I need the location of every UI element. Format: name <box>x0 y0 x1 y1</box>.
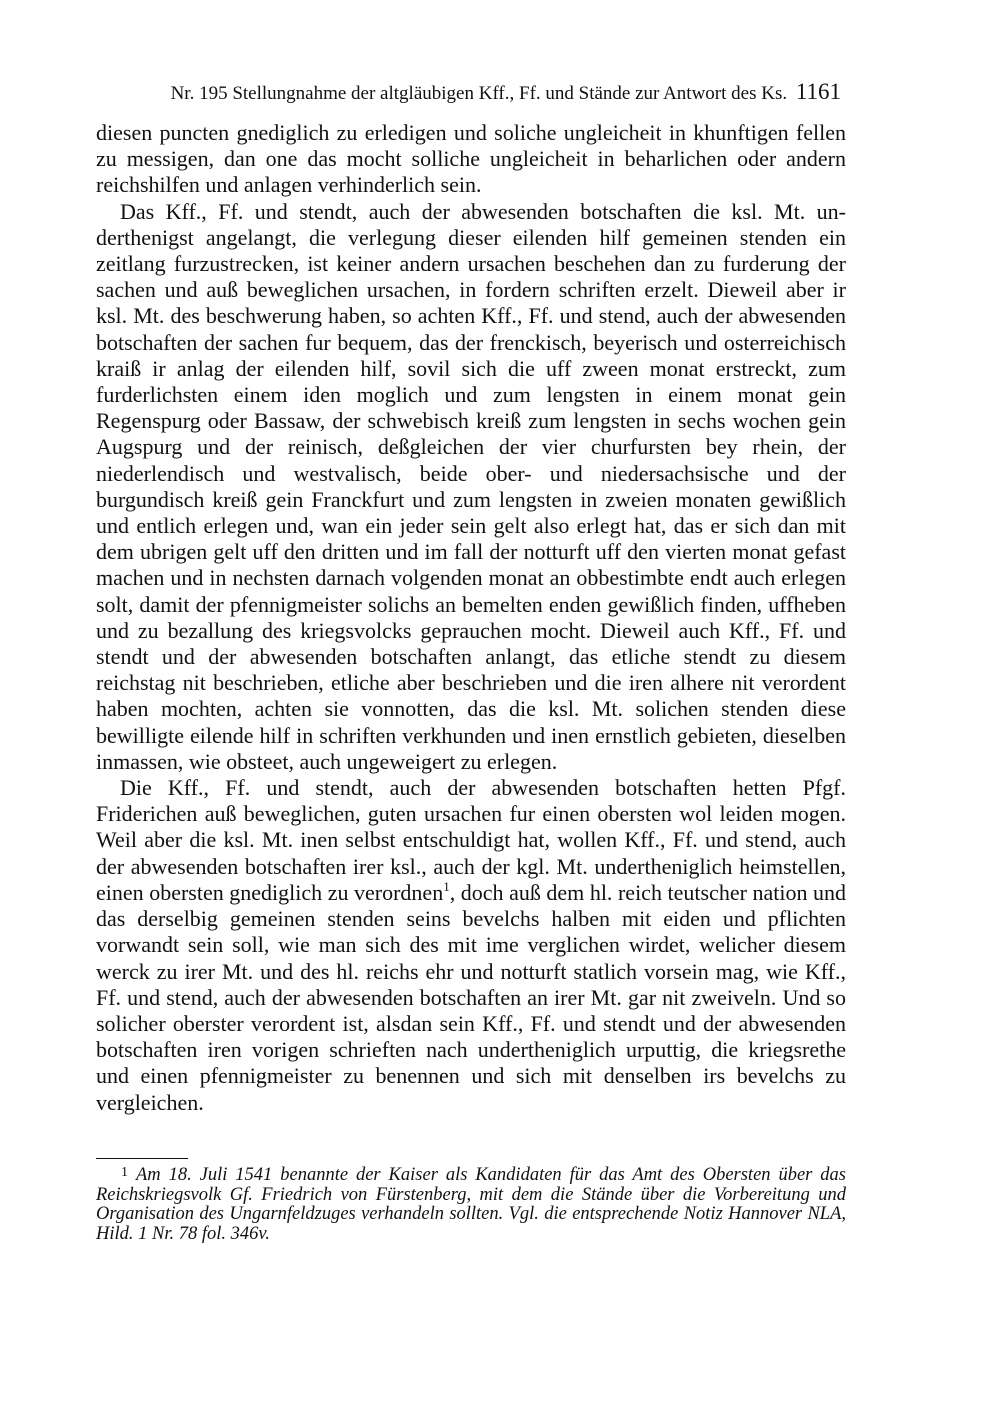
paragraph-text: Die Kff., Ff. und stendt, auch der abwesenden botschaften hetten Pfgf. Friderichen auß beweglichen, guten ursachen fur einen obersten wol leiden mogen. Weil aber die ksl. Mt. inen selbst entschuldigt hat, wollen Kff., Ff. und stend, auch der abwesenden botschaften irer ksl., auch der kgl. Mt. undertheniglich heimstellen, einen obersten gnediglich zu verordnen <box>96 775 846 905</box>
footnote-number: 1 <box>121 1165 128 1180</box>
paragraph <box>96 775 846 1116</box>
paragraph: Das Kff., Ff. und stendt, auch der abwesenden botschaften die ksl. Mt. underthenigst angelangt, die verlegung dieser eilenden hilf gemeinen stenden ein zeitlang furzustrecken, ist keiner andern ursachen beschehen dan zu furderung der sachen und auß beweglichen ursachen, in fordern schriften erzelt. Dieweil aber ir ksl. Mt. des beschwerung haben, so achten Kff., Ff. und stend, auch der abwesenden botschaften der sachen fur bequem, das der frenckisch, beyerisch und osterreichisch kraiß ir anlag der eilenden hilf, sovil sich die uff zween monat erstreckt, zum furderlichsten einem iden moglich und zum lengsten in einem monat gein Regenspurg oder Bassaw, der schwebisch kreiß zum lengsten in sechs wochen gein Augspurg und der reinisch, deßgleichen der vier churfursten bey rhein, der niederlendisch und westvalisch, beide ober- und niedersachsische und der burgundisch kreiß gein Franckfurt und zum lengsten in zweien monaten gewißlich und entlich erlegen und, wan ein jeder sein gelt also erlegt hat, das er sich dan mit dem ubrigen gelt uff den dritten und im fall der notturft uff den vierten monat gefast machen und in nechsten darnach volgenden monat an obbestimbte endt auch erlegen solt, damit der pfennigmeister solichs an bemelten enden gewißlich finden, uffheben und zu bezallung des kriegsvolcks geprauchen mocht. Dieweil auch Kff., Ff. und stendt und der abwesenden botschaften anlangt, das etliche stendt zu diesem reichstag nit beschrieben, etliche aber beschrieben und die iren alhere nit verordent haben mochten, achten sie vonnotten, das die ksl. Mt. solichen stenden diese bewilligte eilende hilf in schriften verkhunden und inen ernstlich gebieten, dieselben inmassen, wie obsteet, auch ungeweigert zu erlegen. <box>96 198 846 774</box>
running-title: Nr. 195 Stellungnahme der altgläubigen Kff., Ff. und Stände zur Antwort des Ks. <box>170 83 788 104</box>
footnote-separator <box>96 1158 188 1159</box>
footnote-text: Am 18. Juli 1541 benannte der Kaiser als Kandidaten für das Amt des Obersten über das Reichskriegsvolk Gf. Friedrich von Fürstenberg, mit dem die Stände über die Vorbereitung und Organisation des Ungarnfeldzuges verhandeln sollten. Vgl. die entsprechende Notiz Hannover NLA, Hild. 1 Nr. 78 fol. 346v. <box>96 1165 846 1244</box>
paragraph: diesen puncten gnediglich zu erledigen und soliche ungleicheit in khunftigen fellen zu messigen, dan one das mocht solliche ungleicheit in beharlichen oder andern reichshilfen und anlagen verhinderlich sein. <box>96 120 846 198</box>
main-text <box>96 120 846 1116</box>
paragraph-text: , doch auß dem hl. reich teutscher nation und das derselbig gemeinen stenden seins bevelchs halben mit eiden und pflichten vorwandt sein soll, wie man sich des mit ime verglichen wirdet, welicher diesem werck zu irer Mt. und des hl. reichs ehr und notturft statlich vorsein mag, wie Kff., Ff. und stend, auch der abwesenden botschaften an irer Mt. gar nit zweiveln. Und so solicher oberster verordent ist, alsdan sein Kff., Ff. und stendt und der abwesenden botschaften iren vorigen schrieften nach undertheniglich urputtig, die kriegsrethe und einen pfennigmeister zu benennen und sich mit denselben irs bevelchs zu vergleichen. <box>96 879 847 1115</box>
footnote <box>96 1163 846 1244</box>
footnote-reference[interactable]: 1 <box>443 878 450 894</box>
running-header <box>96 78 841 108</box>
page-number: 1161 <box>795 79 841 104</box>
